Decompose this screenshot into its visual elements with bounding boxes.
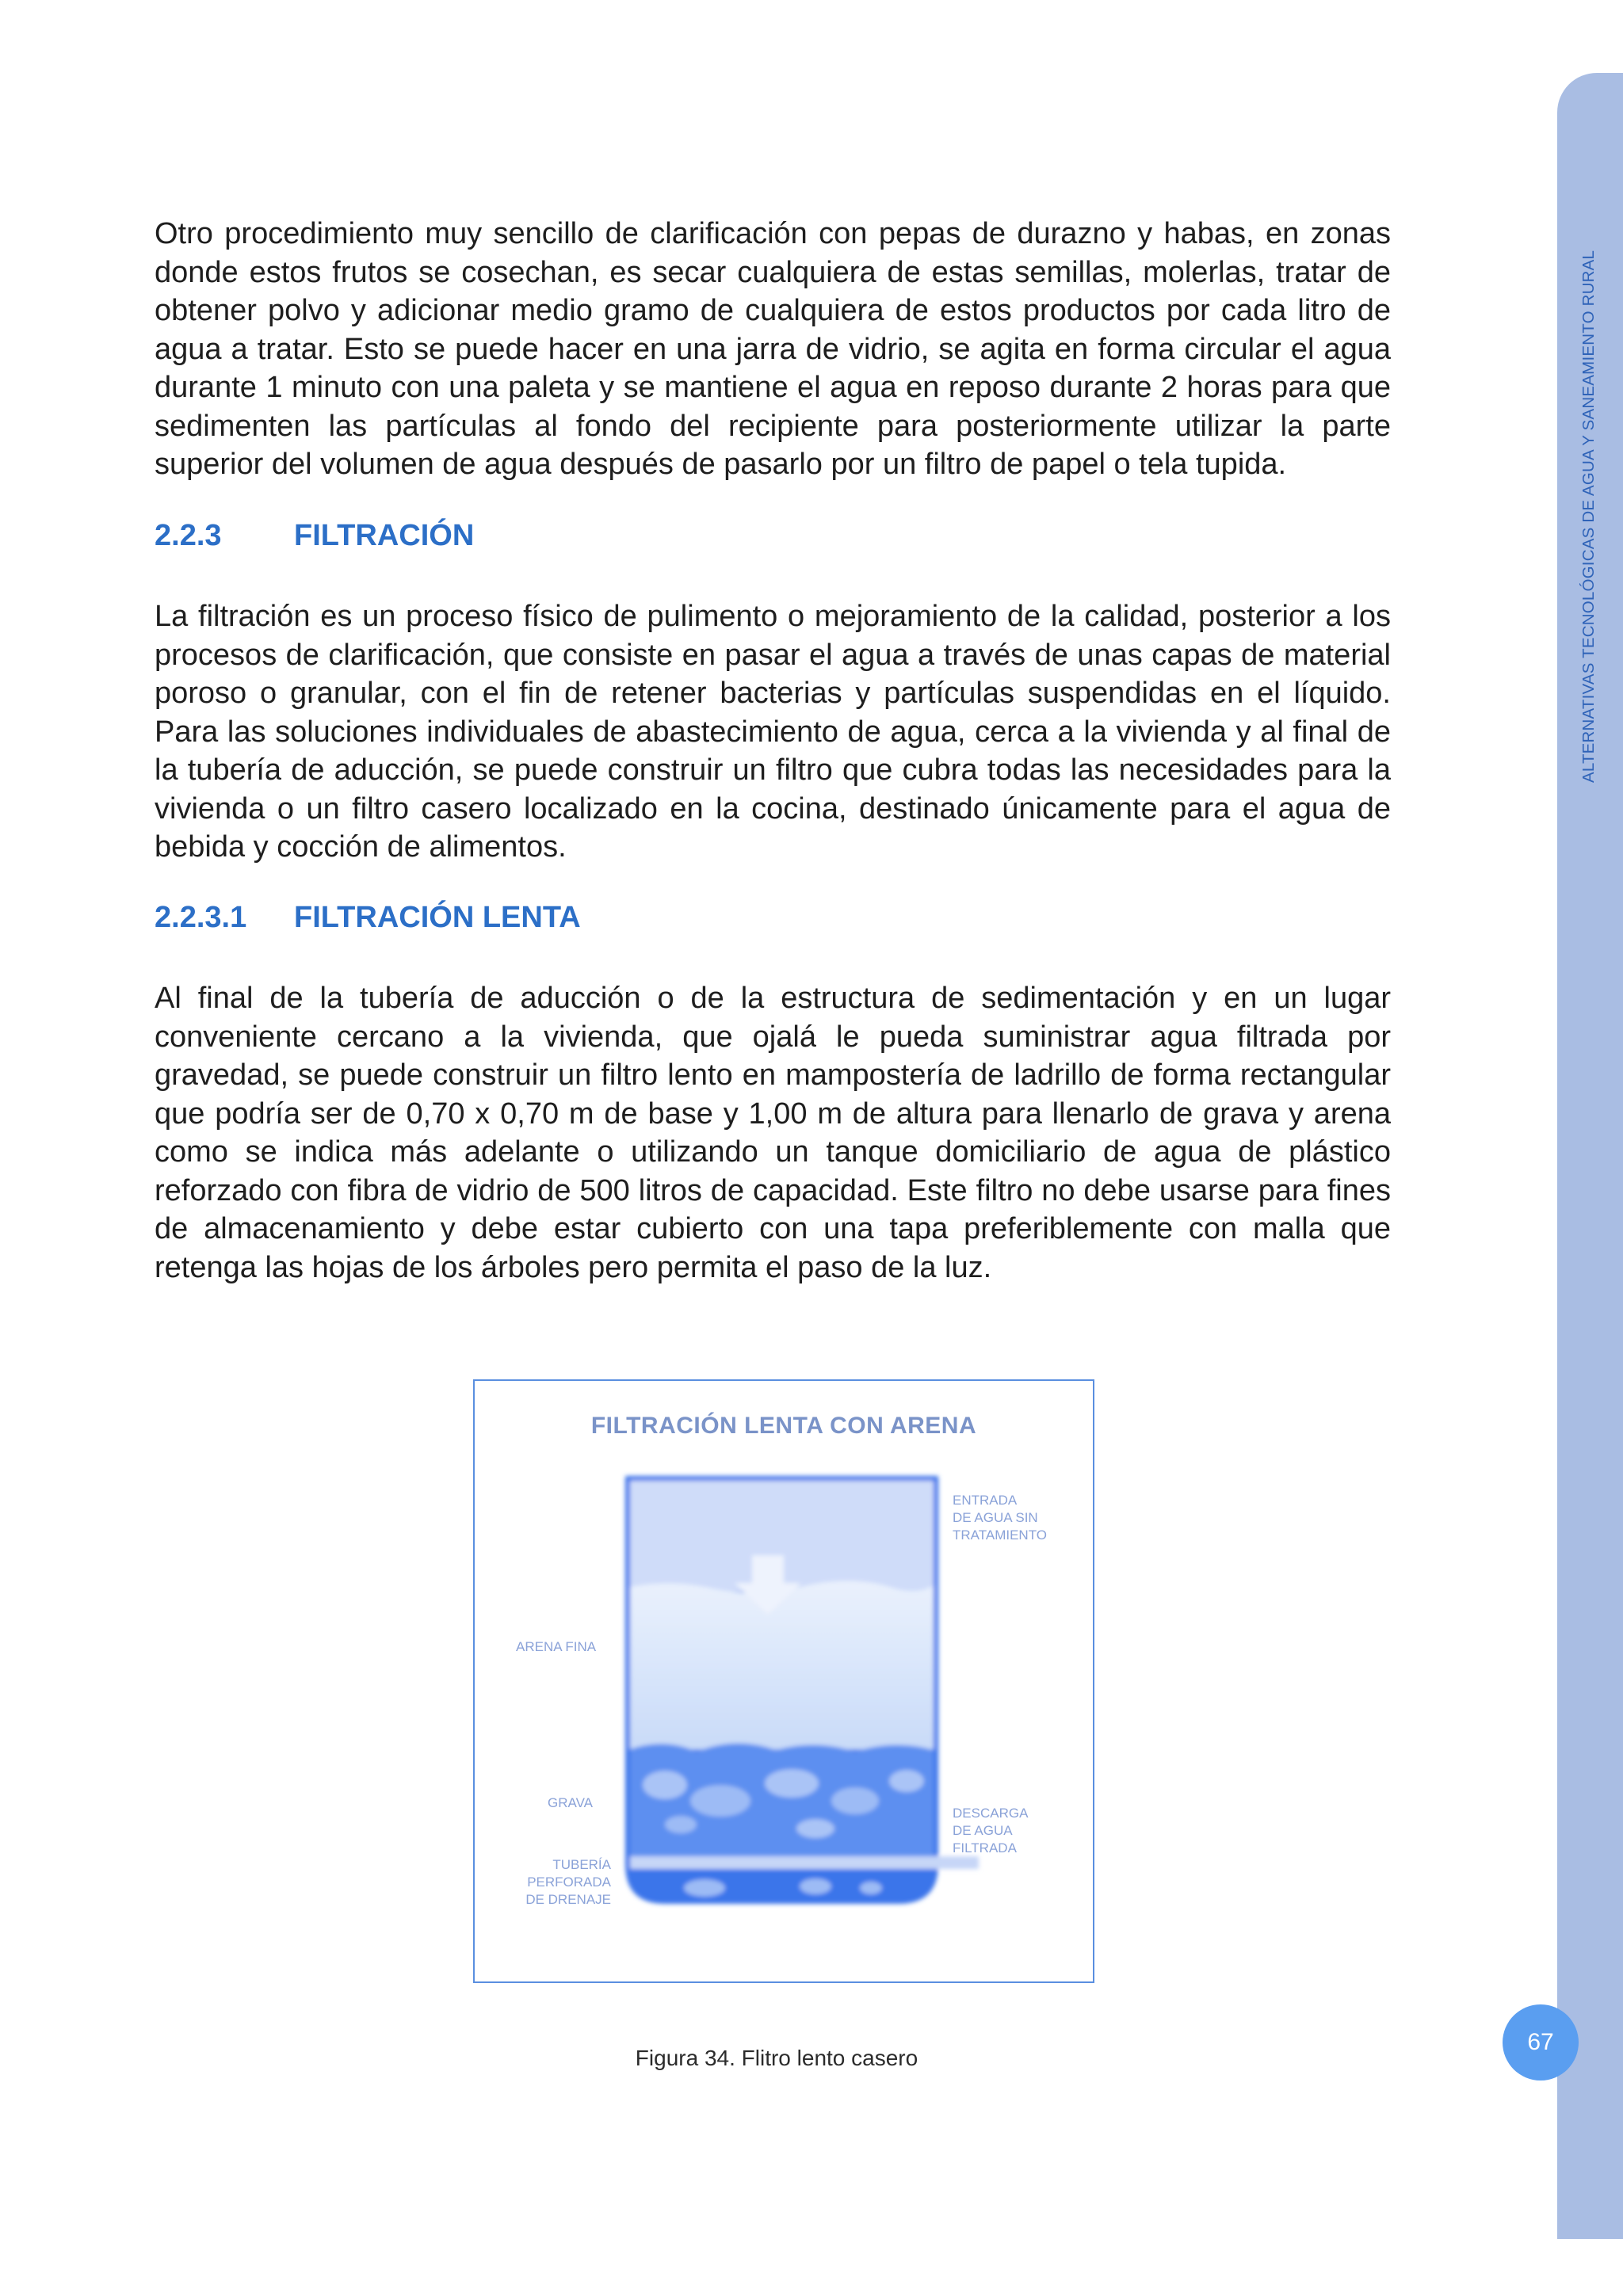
pebble <box>684 1879 725 1897</box>
pebble <box>860 1882 882 1894</box>
pebble <box>889 1770 924 1792</box>
figure-title: FILTRACIÓN LENTA CON ARENA <box>590 1413 977 1439</box>
pebble <box>765 1769 819 1798</box>
page-number-badge: 67 <box>1503 2004 1579 2081</box>
label-grava: GRAVA <box>548 1795 593 1810</box>
label-tuberia: TUBERÍA PERFORADA DE DRENAJE <box>525 1857 611 1907</box>
gravel-layer <box>630 1743 934 1856</box>
pebble <box>665 1816 697 1833</box>
pebble <box>831 1787 879 1814</box>
pebble <box>643 1771 687 1799</box>
pebble <box>800 1878 831 1894</box>
section-title: FILTRACIÓN <box>294 519 475 552</box>
paragraph-filtracion: La filtración es un proceso físico de pulimento o mejoramiento de la calidad, posterior a los procesos de clarificación, que consiste en pasar el agua a través de unas capas de material poroso o granular, con el fin de retener bacterias y partículas suspendidas en el líquido. Para las soluciones individuales de abastecimiento de agua, cerca a la vivienda y al final de la tubería de aducción, se puede construir un filtro que cubra todas las necesidades para la vivienda o un filtro casero localizado en la cocina, destinado únicamente para el agua de bebida y cocción de alimentos. <box>155 600 1391 864</box>
section-number: 2.2.3 <box>155 519 222 552</box>
figure-slow-sand-filter <box>473 1379 1094 1983</box>
label-descarga: DESCARGA DE AGUA FILTRADA <box>953 1806 1029 1855</box>
label-entrada: ENTRADA DE AGUA SIN TRATAMIENTO <box>953 1493 1047 1543</box>
label-arena-fina: ARENA FINA <box>516 1639 597 1654</box>
figure-caption: Figura 34. Flitro lento casero <box>635 2046 918 2070</box>
sand-layer <box>630 1581 934 1749</box>
pebble <box>796 1819 834 1838</box>
paragraph-clarificacion: Otro procedimiento muy sencillo de clarificación con pepas de durazno y habas, en zonas donde estos frutos se cosechan, es secar cualquiera de estas semillas, molerlas, tratar de obtener polvo y adicionar medio gramo de cualquiera de estos productos por cada litro de agua a tratar. Esto se puede hacer en una jarra de vidrio, se agita en forma circular el agua durante 1 minuto con una paleta y se mantiene el agua en reposo durante 2 horas para que sedimenten las partículas al fondo del recipiente para posteriormente utilizar la parte superior del volumen de agua después de pasarlo por un filtro de papel o tela tupida. <box>155 217 1391 481</box>
sidebar-title: ALTERNATIVAS TECNOLÓGICAS DE AGUA Y SANEAMIENTO RURAL <box>1579 250 1598 783</box>
paragraph-filtracion-lenta: Al final de la tubería de aducción o de la estructura de sedimentación y en un lugar conveniente cercano a la vivienda, que ojalá le pueda suministrar agua filtrada por gravedad, se puede construir un filtro lento en mampostería de ladrillo de forma rectangular que podría ser de 0,70 x 0,70 m de base y 1,00 m de altura para llenarlo de grava y arena como se indica más adelante o utilizando un tanque domiciliario de agua de plástico reforzado con fibra de vidrio de 500 litros de capacidad. Este filtro no debe usarse para fines de almacenamiento y debe estar cubierto con una tapa preferiblemente con malla que retenga las hojas de los árboles pero permita el paso de la luz. <box>155 982 1391 1284</box>
section-title: FILTRACIÓN LENTA <box>294 901 581 934</box>
drain-pipe <box>630 1856 979 1869</box>
pebble <box>690 1785 750 1817</box>
section-heading-filtracion-lenta <box>155 901 581 935</box>
section-number: 2.2.3.1 <box>155 901 247 934</box>
section-heading-filtracion <box>155 519 474 553</box>
